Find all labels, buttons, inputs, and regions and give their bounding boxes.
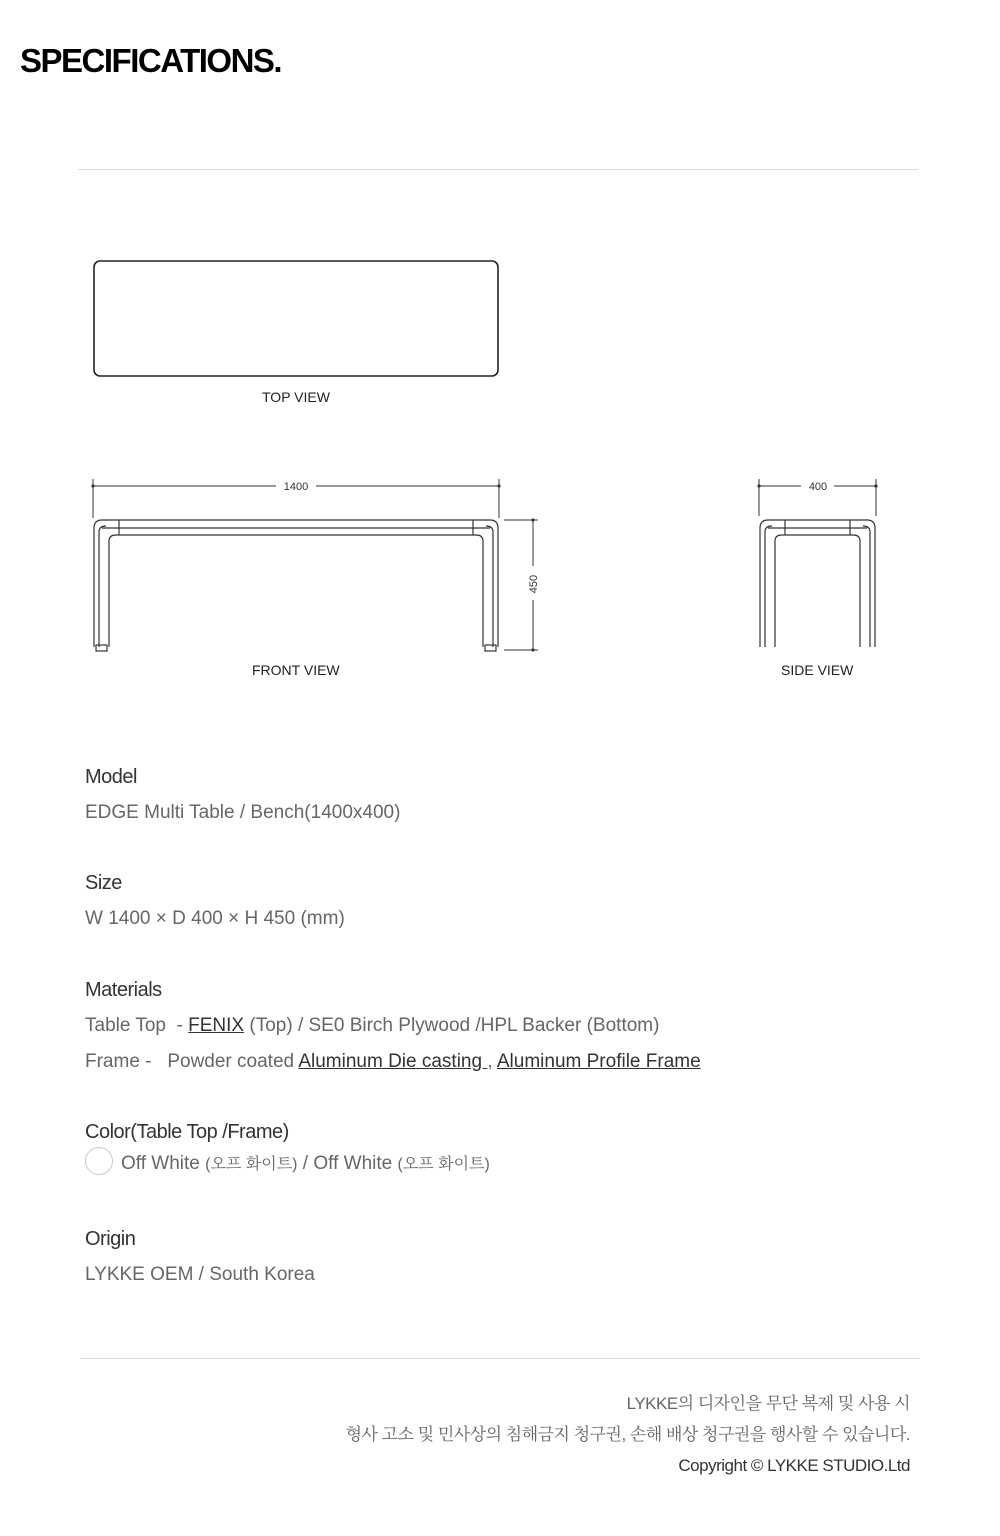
side-view-bench [760, 520, 875, 647]
spec-size [85, 872, 345, 931]
front-view-bench [94, 520, 498, 651]
front-height-label: 450 [528, 574, 540, 594]
color-name-1: Off White [121, 1153, 200, 1174]
footer-line-1: LYKKE의 디자인을 무단 복제 및 사용 시 [626, 1394, 910, 1413]
spec-materials [85, 979, 701, 1074]
page-title: SPECIFICATIONS. [20, 42, 282, 79]
spec-label: Color(Table Top /Frame) [85, 1121, 289, 1143]
spec-label: Materials [85, 979, 162, 1001]
die-casting-link[interactable]: Aluminum Die casting [298, 1051, 488, 1072]
side-view-label: SIDE VIEW [781, 662, 854, 678]
profile-frame-link[interactable]: Aluminum Profile Frame [496, 1051, 701, 1072]
footer-notice [346, 1388, 910, 1481]
color-name-1-ko: (오프 화이트) [205, 1156, 298, 1173]
materials-table-top [85, 1014, 701, 1038]
footer-copyright: Copyright © LYKKE STUDIO.Ltd [678, 1456, 910, 1475]
color-name-2-ko: (오프 화이트) [397, 1156, 490, 1173]
spec-label: Size [85, 872, 122, 894]
top-view-outline [94, 261, 498, 376]
technical-drawing [0, 0, 1000, 700]
spec-value: EDGE Multi Table / Bench(1400x400) [85, 802, 401, 823]
bottom-divider [80, 1358, 920, 1359]
footer-line-2: 형사 고소 및 민사상의 침해금지 청구권, 손해 배상 청구권을 행사할 수 있습니다. [345, 1425, 910, 1444]
frame-prefix: Frame - Powder coated [85, 1051, 299, 1072]
table-top-suffix: (Top) / SE0 Birch Plywood /HPL Backer (Bottom) [244, 1015, 660, 1036]
frame-separator: , [487, 1051, 497, 1072]
color-swatch [85, 1147, 113, 1175]
fenix-link[interactable]: FENIX [188, 1015, 245, 1036]
materials-frame [85, 1050, 701, 1074]
front-view-label: FRONT VIEW [252, 662, 340, 678]
spec-color [85, 1121, 490, 1177]
spec-origin [85, 1228, 315, 1287]
color-value [85, 1152, 490, 1177]
color-separator: / [297, 1153, 314, 1174]
spec-value: W 1400 × D 400 × H 450 (mm) [85, 908, 345, 929]
side-depth-label: 400 [808, 481, 828, 493]
spec-label: Origin [85, 1228, 136, 1250]
color-name-2: Off White [313, 1153, 393, 1174]
front-width-label: 1400 [283, 481, 309, 493]
spec-model [85, 766, 400, 825]
spec-value: LYKKE OEM / South Korea [85, 1264, 315, 1285]
table-top-prefix: Table Top - [85, 1015, 189, 1036]
spec-label: Model [85, 766, 137, 788]
top-view-label: TOP VIEW [262, 389, 330, 405]
